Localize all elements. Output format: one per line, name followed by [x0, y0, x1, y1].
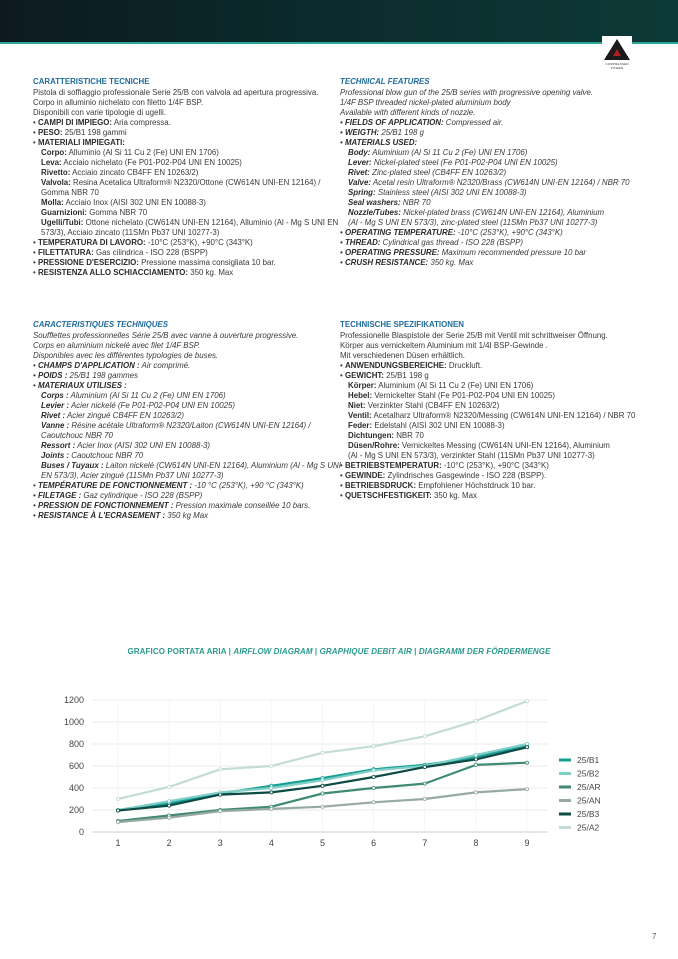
spec-text: Aluminium (Al Si 11 Cu 2 (Fe) UNI EN 1706) [68, 391, 226, 400]
header-band [0, 0, 678, 44]
data-point [270, 786, 273, 789]
spec-label: PRESSIONE D'ESERCIZIO: [37, 258, 139, 267]
spec-text: Pression maximale conseillée 10 bars. [173, 501, 311, 510]
data-point [423, 797, 426, 800]
legend-label: 25/B2 [577, 768, 600, 779]
x-tick-label: 3 [217, 838, 223, 848]
spec-bullet [33, 248, 329, 258]
spec-text: Empfohlener Höchstdruck 10 bar. [416, 481, 536, 490]
spec-label: Seal washers: [348, 198, 401, 207]
data-point [372, 769, 375, 772]
spec-bullet [340, 258, 636, 268]
spec-line [33, 228, 329, 238]
spec-bullet [33, 361, 329, 371]
data-point [474, 753, 477, 756]
spec-line [340, 98, 636, 108]
data-point [474, 719, 477, 722]
spec-label: FILETTATURA: [37, 248, 94, 257]
spec-line [340, 178, 636, 188]
spec-line [340, 148, 636, 158]
data-point [372, 745, 375, 748]
spec-text: Zylindrisches Gasgewinde - ISO 228 (BSPP). [385, 471, 547, 480]
spec-line [340, 391, 636, 401]
spec-label: RESISTANCE À L'ECRASEMENT : [37, 511, 166, 520]
spec-text: 25/B1 198 g [379, 128, 424, 137]
spec-line [340, 168, 636, 178]
spec-line [33, 411, 329, 421]
spec-label: Nozzle/Tubes: [348, 208, 401, 217]
section-title: TECHNICAL FEATURES [340, 77, 430, 86]
spec-line [33, 461, 341, 471]
spec-line [33, 218, 339, 228]
spec-label: Spring: [348, 188, 376, 197]
spec-label: Rivetto: [41, 168, 71, 177]
data-point [321, 805, 324, 808]
spec-text: 25/B1 198 gammi [62, 128, 127, 137]
spec-bullet [33, 118, 329, 128]
chart-title-en: AIRFLOW DIAGRAM [233, 647, 313, 656]
spec-line [33, 441, 329, 451]
spec-text: Available with different kinds of nozzle. [340, 108, 476, 117]
x-tick-label: 8 [473, 838, 479, 848]
legend-label: 25/A2 [577, 822, 600, 833]
spec-label: OPERATING TEMPERATURE: [344, 228, 456, 237]
spec-text: Zinc-plated steel (CB4FF EN 10263/2) [369, 168, 507, 177]
spec-text: Pressione massima consigliata 10 bar. [138, 258, 276, 267]
spec-bullet [340, 118, 636, 128]
spec-text: Acier Inox (AISI 302 UNI EN 10088-3) [75, 441, 210, 450]
spec-text: Caoutchouc NBR 70 [41, 431, 113, 440]
spec-text: Pistola di soffiaggio professionale Serie 25/B con valvola ad apertura progressiva. [33, 88, 319, 97]
spec-text: Mit verschiedenen Düsen erhältlich. [340, 351, 465, 360]
spec-text: Acier nickelé (Fe P01-P02-P04 UNI EN 10025) [69, 401, 236, 410]
spec-text: Edelstahl (AISI 302 UNI EN 10088-3) [372, 421, 505, 430]
section-title: TECHNISCHE SPEZIFIKATIONEN [340, 320, 464, 329]
spec-line [33, 341, 329, 351]
spec-label: Corpo: [41, 148, 67, 157]
spec-label: Lever: [348, 158, 372, 167]
spec-text: EN 573/3), Acier zingué (11SMn Pb37 UNI 10277-3) [41, 471, 224, 480]
spec-bullet [33, 238, 329, 248]
data-point [116, 821, 119, 824]
spec-text: Cylindrical gas thread - ISO 228 (BSPP) [380, 238, 524, 247]
spec-label: Ventil: [348, 411, 372, 420]
spec-label: Corps : [41, 391, 69, 400]
spec-label: POIDS : [37, 371, 68, 380]
data-point [525, 761, 528, 764]
spec-line [340, 331, 636, 341]
spec-bullet [33, 501, 329, 511]
spec-label: Dichtungen: [348, 431, 395, 440]
spec-label: CAMPI DI IMPIEGO: [37, 118, 113, 127]
data-point [270, 791, 273, 794]
spec-line [33, 158, 329, 168]
spec-label: QUETSCHFESTIGKEIT: [344, 491, 432, 500]
spec-text: 573/3), Acciaio zincato (11SMn Pb37 UNI 10277-3) [41, 228, 220, 237]
spec-label: PRESSION DE FONCTIONNEMENT : [37, 501, 174, 510]
data-point [321, 751, 324, 754]
legend-label: 25/B3 [577, 809, 600, 819]
spec-label: Körper: [348, 381, 377, 390]
spec-text: -10°C (253°K), +90°C (343°K) [455, 228, 563, 237]
spec-line [33, 168, 329, 178]
spec-text: Laiton nickelé (CW614N UNI-EN 12164), Aluminium (Al - Mg S UNI [103, 461, 341, 470]
spec-text: 25/B1 198 g [383, 371, 429, 380]
spec-bullet [340, 248, 636, 258]
data-point [525, 700, 528, 703]
spec-label: CRUSH RESISTANCE: [344, 258, 429, 267]
spec-label: TEMPÉRATURE DE FONCTIONNEMENT : [37, 481, 193, 490]
spec-bullet [340, 461, 636, 471]
x-tick-label: 2 [166, 838, 172, 848]
spec-bullet [340, 481, 636, 491]
spec-text: Verzinkter Stahl (CB4FF EN 10263/2) [365, 401, 500, 410]
section-english [340, 77, 636, 268]
data-point [423, 735, 426, 738]
data-point [372, 786, 375, 789]
data-point [525, 746, 528, 749]
spec-label: MATERIALS USED: [344, 138, 418, 147]
spec-label: BETRIEBSDRUCK: [344, 481, 416, 490]
spec-line [340, 108, 636, 118]
x-tick-label: 7 [422, 838, 428, 848]
chart-title-fr: GRAPHIQUE DEBIT AIR [319, 647, 412, 656]
spec-text: NBR 70 [400, 198, 431, 207]
spec-text: (Al - Mg S UNI EN 573/3), verzinkter Stahl (11SMn Pb37 UNI 10277-3) [348, 451, 595, 460]
legend-label: 25/B1 [577, 755, 600, 765]
spec-text: 350 kg. Max [428, 258, 474, 267]
spec-bullet [340, 471, 636, 481]
data-point [219, 768, 222, 771]
spec-text: Gomma NBR 70 [87, 208, 148, 217]
spec-label: ANWENDUNGSBEREICHE: [344, 361, 447, 370]
spec-line [340, 351, 636, 361]
chart-title-sep: | [312, 647, 320, 656]
spec-text: Professional blow gun of the 25/B series with progressive opening valve. [340, 88, 594, 97]
spec-line [33, 331, 329, 341]
spec-text: Corpo in alluminio nichelato con filetto 1/4F BSP. [33, 98, 204, 107]
spec-line [33, 351, 329, 361]
spec-line [340, 411, 636, 421]
spec-line [340, 341, 636, 351]
spec-text: Körper aus vernickeltem Aluminium mit 1/4I BSP-Gewinde . [340, 341, 548, 350]
spec-text: Acetalharz Ultraform® N2320/Messing (CW614N UNI-EN 12164) / NBR 70 [371, 411, 636, 420]
spec-line [33, 98, 329, 108]
spec-label: MATERIAUX UTILISES : [37, 381, 127, 390]
spec-text: -10 °C (253°K), +90 °C (343°K) [192, 481, 304, 490]
spec-bullet [340, 238, 636, 248]
spec-label: Molla: [41, 198, 64, 207]
spec-label: BETRIEBSTEMPERATUR: [344, 461, 442, 470]
x-tick-label: 1 [115, 838, 121, 848]
spec-label: Leva: [41, 158, 62, 167]
data-point [321, 792, 324, 795]
spec-text: Druckluft. [446, 361, 483, 370]
data-point [525, 742, 528, 745]
data-point [474, 763, 477, 766]
data-point [372, 775, 375, 778]
section-title: CARATTERISTICHE TECNICHE [33, 77, 150, 86]
spec-label: CHAMPS D'APPLICATION : [37, 361, 140, 370]
spec-text: 25/B1 198 gammes [67, 371, 138, 380]
y-tick-label: 0 [78, 827, 84, 837]
spec-label: Guarnizioni: [41, 208, 88, 217]
spec-line [33, 148, 329, 158]
spec-line [340, 421, 636, 431]
spec-text: NBR 70 [394, 431, 424, 440]
spec-text: Disponibili con varie tipologie di ugelli. [33, 108, 166, 117]
spec-text: Résine acétale Ultraform® N2320/Laiton (CW614N UNI-EN 12164) / [69, 421, 311, 430]
spec-bullet [340, 228, 636, 238]
spec-line [33, 188, 329, 198]
spec-text: Aria compressa. [112, 118, 171, 127]
spec-bullet [33, 511, 329, 521]
spec-text: 1/4F BSP threaded nickel-plated aluminium body [340, 98, 511, 107]
data-point [321, 779, 324, 782]
spec-label: Niet: [348, 401, 366, 410]
y-tick-label: 200 [68, 805, 84, 815]
x-tick-label: 6 [371, 838, 377, 848]
spec-text: Acciaio nichelato (Fe P01-P02-P04 UNI EN 10025) [61, 158, 242, 167]
chart-title-it: GRAFICO PORTATA ARIA [127, 647, 227, 656]
spec-bullet [340, 371, 636, 381]
spec-label: TEMPERATURA DI LAVORO: [37, 238, 146, 247]
data-point [168, 816, 171, 819]
spec-line [33, 198, 329, 208]
spec-bullet [33, 128, 329, 138]
spec-label: Joints : [41, 451, 70, 460]
spec-bullet [340, 138, 636, 148]
spec-label: THREAD: [344, 238, 381, 247]
spec-label: Ressort : [41, 441, 76, 450]
spec-line [340, 381, 636, 391]
spec-line [33, 451, 329, 461]
spec-bullet [33, 371, 329, 381]
spec-bullet [33, 481, 329, 491]
spec-line [33, 178, 329, 188]
spec-label: Vanne : [41, 421, 70, 430]
spec-text: Vernickelter Stahl (Fe P01-P02-P04 UNI EN 10025) [372, 391, 556, 400]
spec-bullet [340, 491, 636, 501]
spec-label: Valvola: [41, 178, 71, 187]
spec-text: 350 kg. Max [431, 491, 477, 500]
page-number: 7 [652, 932, 657, 941]
spec-text: Nickel-plated steel (Fe P01-P02-P04 UNI EN 10025) [371, 158, 558, 167]
data-point [525, 788, 528, 791]
spec-label: Hebel: [348, 391, 373, 400]
spec-text: Soufflettes professionnelles Série 25/B avec vanne à ouverture progressive. [33, 331, 299, 340]
spec-text: Acciaio zincato CB4FF EN 10263/2) [70, 168, 199, 177]
spec-text: -10°C (253°K), +90°C (343°K) [441, 461, 549, 470]
spec-label: PESO: [37, 128, 63, 137]
x-tick-label: 9 [524, 838, 530, 848]
brand-logo-caption: COMPRESSED POWER [605, 62, 629, 70]
data-point [116, 809, 119, 812]
section-german [340, 320, 636, 501]
data-point [168, 804, 171, 807]
spec-line [340, 218, 636, 228]
spec-text: Acciaio Inox (AISI 302 UNI EN 10088-3) [63, 198, 206, 207]
spec-text: Nickel-plated brass (CW614N UNI-EN 12164), Aluminium [400, 208, 605, 217]
spec-line [340, 88, 636, 98]
spec-text: 350 kg Max [165, 511, 209, 520]
data-point [372, 801, 375, 804]
airflow-chart [0, 680, 678, 880]
data-point [168, 800, 171, 803]
spec-line [33, 391, 329, 401]
spec-text: Disponibles avec les différentes typologies de buses. [33, 351, 219, 360]
spec-text: Professionelle Blaspistole der Serie 25/B mit Ventil mit schrittweiser Öffnung. [340, 331, 608, 340]
spec-line [33, 208, 329, 218]
data-point [270, 807, 273, 810]
spec-text: (Al - Mg S UNI EN 573/3), zinc-plated steel (11SMn Pb37 UNI 10277-3) [348, 218, 598, 227]
spec-bullet [33, 491, 329, 501]
x-tick-label: 5 [319, 838, 326, 848]
spec-line [33, 108, 329, 118]
spec-label: Levier : [41, 401, 70, 410]
legend-label: 25/AR [577, 782, 601, 792]
spec-bullet [33, 268, 329, 278]
spec-line [340, 198, 636, 208]
spec-label: MATERIALI IMPIEGATI: [37, 138, 125, 147]
spec-line [340, 158, 636, 168]
spec-label: Buses / Tuyaux : [41, 461, 104, 470]
y-tick-label: 400 [68, 783, 84, 793]
spec-line [33, 431, 329, 441]
spec-line [340, 208, 636, 218]
y-tick-label: 600 [68, 761, 84, 771]
spec-line [340, 401, 636, 411]
spec-text: Vernickeltes Messing (CW614N UNI-EN 12164), Aluminium [399, 441, 610, 450]
spec-label: Ugelli/Tubi: [41, 218, 84, 227]
chart-title-de: DIAGRAMM DER FÖRDERMENGE [418, 647, 551, 656]
spec-label: FILETAGE : [37, 491, 82, 500]
data-point [219, 793, 222, 796]
spec-line [33, 471, 329, 481]
data-point [219, 810, 222, 813]
section-italian [33, 77, 339, 278]
spec-label: Valve: [348, 178, 371, 187]
spec-line [33, 88, 329, 98]
spec-line [340, 441, 636, 451]
y-tick-label: 1000 [63, 717, 84, 727]
spec-text: Gas cilindrica - ISO 228 (BSPP) [93, 248, 208, 257]
spec-text: Alluminio (Al Si 11 Cu 2 (Fe) UNI EN 1706) [66, 148, 219, 157]
spec-label: Body: [348, 148, 371, 157]
spec-text: Stainless steel (AISI 302 UNI EN 10088-3) [375, 188, 527, 197]
spec-label: Feder: [348, 421, 373, 430]
brand-logo-icon [602, 36, 632, 62]
section-french [33, 320, 341, 521]
x-tick-label: 4 [268, 838, 274, 848]
spec-line [340, 431, 636, 441]
data-point [474, 758, 477, 761]
spec-label: Rivet: [348, 168, 370, 177]
chart-title-sep: | [226, 647, 234, 656]
chart-title [0, 647, 678, 656]
header-accent-line [0, 42, 678, 44]
section-title: CARACTERISTIQUES TECHNIQUES [33, 320, 169, 329]
data-point [423, 782, 426, 785]
spec-line [33, 421, 329, 431]
spec-text: Gaz cylindrique - ISO 228 (BSPP) [81, 491, 203, 500]
spec-text: Caoutchouc NBR 70 [69, 451, 144, 460]
spec-text: Aluminium (Al Si 11 Cu 2 (Fe) UNI EN 1706) [376, 381, 534, 390]
spec-text: -10°C (253°K), +90°C (343°K) [145, 238, 253, 247]
spec-line [340, 188, 636, 198]
spec-label: WEIGTH: [344, 128, 380, 137]
spec-text: Maximum recommended pressure 10 bar [439, 248, 587, 257]
spec-text: Acier zingué CB4FF EN 10263/2) [65, 411, 184, 420]
spec-label: GEWINDE: [344, 471, 386, 480]
spec-text: Compressed air. [443, 118, 504, 127]
spec-bullet [340, 128, 636, 138]
spec-label: OPERATING PRESSURE: [344, 248, 440, 257]
spec-text: Aluminium (Al Si 11 Cu 2 (Fe) UNI EN 1706) [370, 148, 528, 157]
data-point [270, 764, 273, 767]
spec-text: Air comprimé. [139, 361, 191, 370]
spec-text: Corps en aluminium nickelé avec filet 1/4F BSP. [33, 341, 201, 350]
spec-line [33, 401, 329, 411]
spec-label: FIELDS OF APPLICATION: [344, 118, 444, 127]
spec-line [340, 451, 636, 461]
spec-bullet [33, 381, 329, 391]
spec-label: GEWICHT: [344, 371, 384, 380]
spec-label: Rivet : [41, 411, 66, 420]
y-tick-label: 1200 [63, 695, 84, 705]
chart-title-sep: | [411, 647, 419, 656]
data-point [116, 797, 119, 800]
spec-text: Gomma NBR 70 [41, 188, 99, 197]
spec-bullet [33, 258, 329, 268]
data-point [474, 791, 477, 794]
legend-label: 25/AN [577, 795, 601, 806]
spec-text: Acetal resin Ultraform® N2320/Brass (CW614N UNI-EN 12164) / NBR 70 [370, 178, 630, 187]
data-point [321, 784, 324, 787]
spec-text: Resina Acetalica Ultraform® N2320/Ottone (CW614N UNI-EN 12164) / [70, 178, 321, 187]
data-point [168, 785, 171, 788]
spec-text: Ottone nichelato (CW614N UNI-EN 12164), Alluminio (Al - Mg S UNI EN [83, 218, 339, 227]
data-point [423, 766, 426, 769]
spec-bullet [340, 361, 636, 371]
y-tick-label: 800 [68, 739, 84, 749]
spec-text: 350 kg. Max [188, 268, 234, 277]
spec-label: RESISTENZA ALLO SCHIACCIAMENTO: [37, 268, 189, 277]
spec-label: Düsen/Rohre: [348, 441, 400, 450]
spec-bullet [33, 138, 329, 148]
